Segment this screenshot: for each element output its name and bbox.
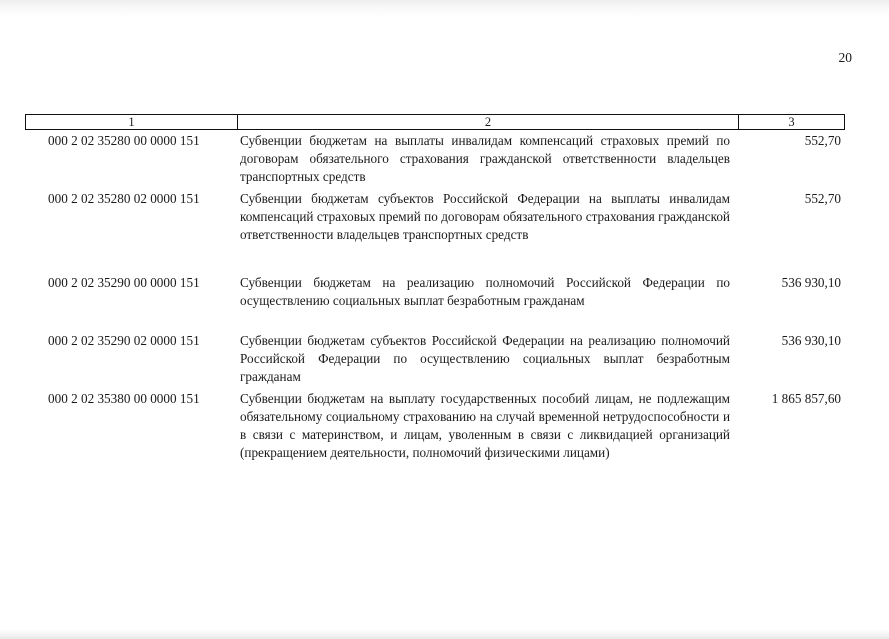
row-description: Субвенции бюджетам субъектов Российской Федерации на реализацию полномочий Российской Федерации по осуществлению социальных выплат безработным гражданам: [240, 333, 730, 384]
row-amount: 536 930,10: [781, 275, 841, 290]
budget-code: 000 2 02 35290 00 0000 151: [48, 275, 200, 290]
row-amount: 536 930,10: [781, 333, 841, 348]
row-amount: 552,70: [804, 191, 841, 206]
column-header-2: 2: [238, 115, 739, 129]
budget-table: [25, 114, 845, 462]
column-header-1: 1: [26, 115, 238, 129]
budget-code: 000 2 02 35280 02 0000 151: [48, 191, 200, 206]
table-row: [25, 390, 845, 462]
budget-code: 000 2 02 35290 02 0000 151: [48, 333, 200, 348]
budget-code: 000 2 02 35380 00 0000 151: [48, 391, 200, 406]
row-description: Субвенции бюджетам субъектов Российской Федерации на выплаты инвалидам компенсаций страховых премий по договорам обязательного страхования гражданской ответственности владельцев транспортных средств: [240, 191, 730, 242]
scan-edge-bottom: [0, 629, 889, 639]
row-description: Субвенции бюджетам на реализацию полномочий Российской Федерации по осуществлению социальных выплат безработным гражданам: [240, 275, 730, 308]
column-header-3: 3: [788, 115, 795, 129]
table-row: [25, 332, 845, 386]
table-header-row: [25, 114, 845, 130]
table-row: [25, 190, 845, 244]
row-description: Субвенции бюджетам на выплаты инвалидам компенсаций страховых премий по договорам обязательного страхования гражданской ответственности владельцев транспортных средств: [240, 133, 730, 184]
page-number: 20: [838, 50, 852, 65]
scan-edge-top: [0, 0, 889, 18]
table-row: [25, 274, 845, 310]
table-row: [25, 132, 845, 186]
row-description: Субвенции бюджетам на выплату государственных пособий лицам, не подлежащим обязательному социальному страхованию на случай временной нетрудоспособности и в связи с материнством, и лицам, уволенным в связи с ликвидацией организаций (прекращением деятельности, полномочий физическими лицами): [240, 391, 730, 460]
row-amount: 1 865 857,60: [771, 391, 841, 406]
budget-code: 000 2 02 35280 00 0000 151: [48, 133, 200, 148]
row-amount: 552,70: [804, 133, 841, 148]
